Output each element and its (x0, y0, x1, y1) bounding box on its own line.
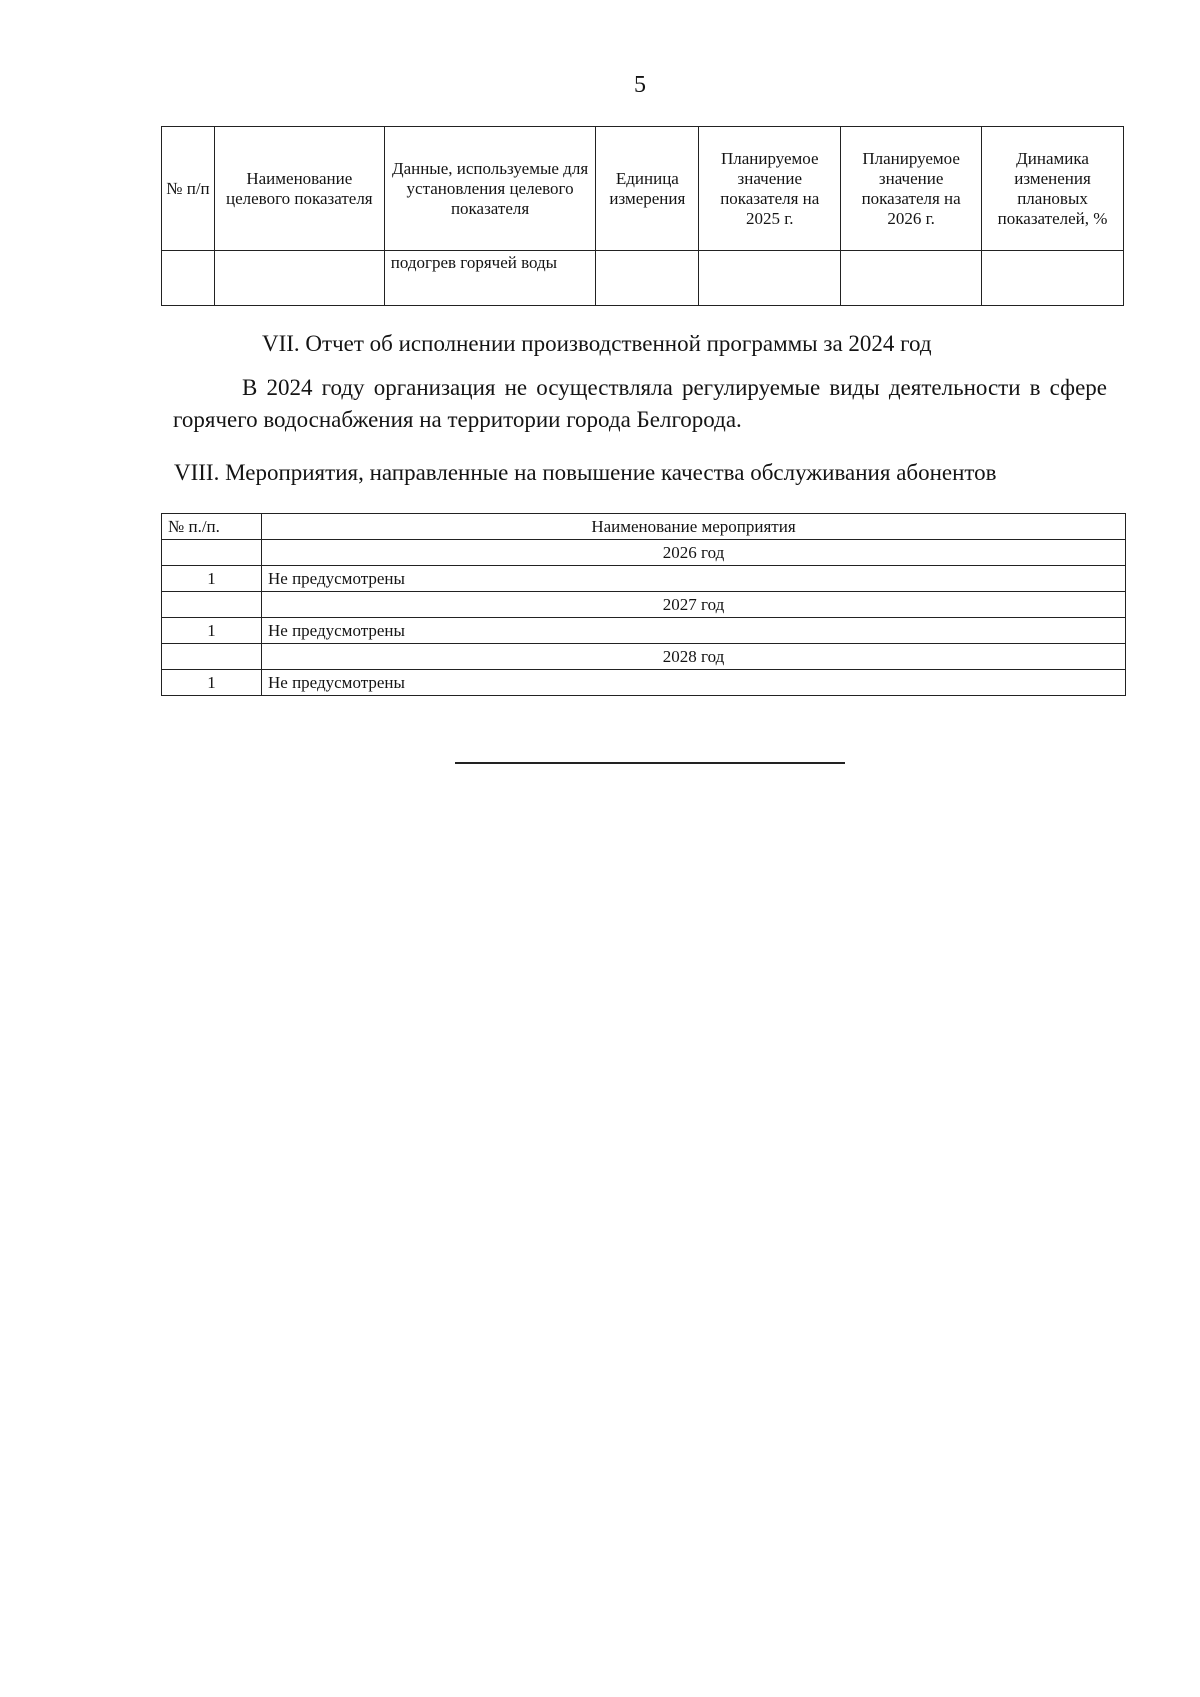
end-of-document-line (455, 762, 845, 764)
header-source-data: Данные, используемые для установления целевого показателя (384, 127, 596, 251)
measures-table (161, 513, 1126, 696)
measure-text: Не предусмотрены (262, 566, 1126, 592)
measure-num: 1 (162, 566, 262, 592)
header-dynamics: Динамика изменения плановых показателей, % (982, 127, 1124, 251)
header-plan-2026: Планируемое значение показателя на 2026 г. (841, 127, 982, 251)
cell-unit (596, 251, 699, 306)
year-label: 2026 год (262, 540, 1126, 566)
section-viii-heading: VIII. Мероприятия, направленные на повышение качества обслуживания абонентов (174, 460, 997, 485)
cell-indicator-name (214, 251, 384, 306)
header-plan-2025: Планируемое значение показателя на 2025 г. (699, 127, 841, 251)
year-label: 2028 год (262, 644, 1126, 670)
section-vii-heading: VII. Отчет об исполнении производственной программы за 2024 год (262, 331, 932, 356)
indicators-header-row (162, 127, 1124, 251)
year-row-empty-cell (162, 592, 262, 618)
measure-text: Не предусмотрены (262, 670, 1126, 696)
table-row (162, 670, 1126, 696)
cell-num (162, 251, 215, 306)
section-vii-paragraph: В 2024 году организация не осуществляла регулируемые виды деятельности в сфере горячего водоснабжения на территории города Белгорода. (173, 375, 1107, 432)
measures-header-row (162, 514, 1126, 540)
table-row (162, 618, 1126, 644)
table-row (162, 251, 1124, 306)
cell-source-data: подогрев горячей воды (384, 251, 596, 306)
measure-num: 1 (162, 618, 262, 644)
cell-plan-2026 (841, 251, 982, 306)
table-row (162, 566, 1126, 592)
page-number: 5 (634, 72, 646, 98)
indicators-table (161, 126, 1124, 306)
cell-plan-2025 (699, 251, 841, 306)
header-indicator-name: Наименование целевого показателя (214, 127, 384, 251)
year-row (162, 644, 1126, 670)
header-measure-num: № п./п. (162, 514, 262, 540)
year-row-empty-cell (162, 540, 262, 566)
header-num: № п/п (162, 127, 215, 251)
measure-text: Не предусмотрены (262, 618, 1126, 644)
measure-num: 1 (162, 670, 262, 696)
year-row (162, 592, 1126, 618)
year-label: 2027 год (262, 592, 1126, 618)
year-row-empty-cell (162, 644, 262, 670)
year-row (162, 540, 1126, 566)
cell-dynamics (982, 251, 1124, 306)
header-measure-name: Наименование мероприятия (262, 514, 1126, 540)
header-unit: Единица измерения (596, 127, 699, 251)
